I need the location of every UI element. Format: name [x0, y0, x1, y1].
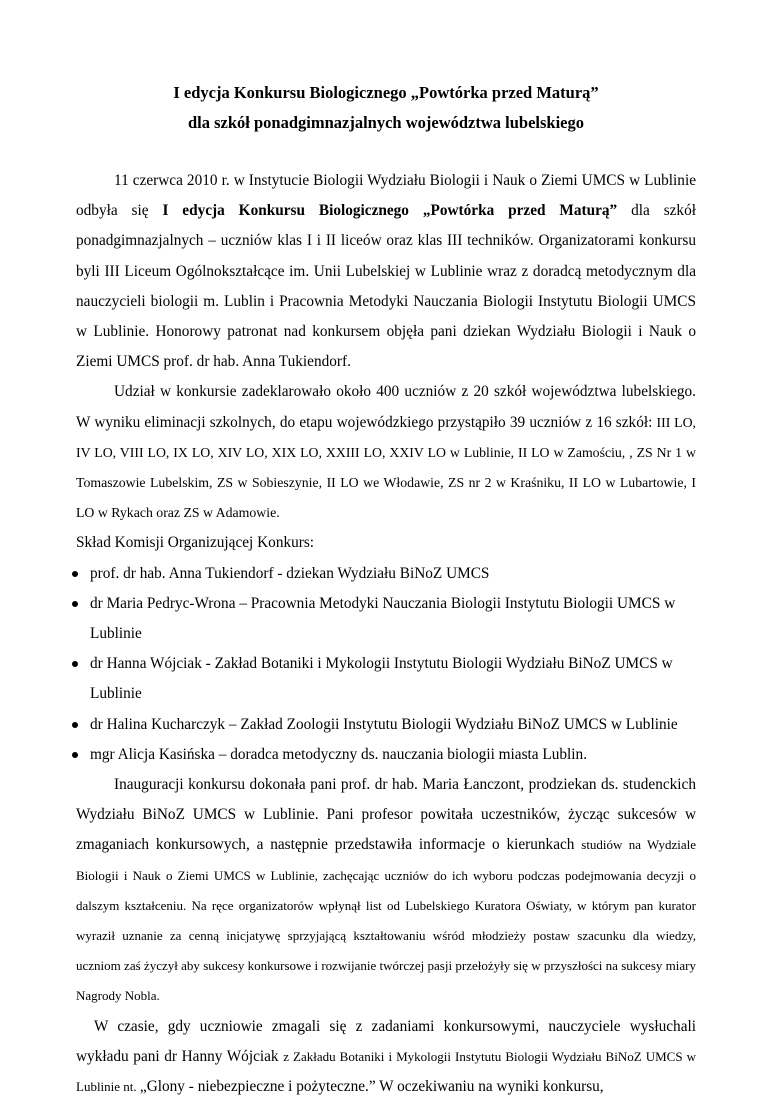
- list-item: [76, 589, 696, 649]
- member-text: dr Hanna Wójciak - Zakład Botaniki i Mykologii Instytutu Biologii Wydziału BiNoZ UMCS w Lublinie: [90, 655, 673, 703]
- paragraph-text: W czasie, gdy uczniowie zmagali się z zadaniami konkursowymi, nauczyciele wysłuchali wykładu pani dr Hanny Wójciak: [76, 1017, 696, 1065]
- paragraph-participation: [76, 377, 696, 528]
- committee-heading: Skład Komisji Organizującej Konkurs:: [76, 534, 315, 552]
- bullet-icon: [72, 601, 78, 607]
- contest-name-bold: I edycja Konkursu Biologicznego „Powtórka przed Maturą”: [162, 202, 618, 220]
- bullet-icon: [72, 722, 78, 728]
- member-text: mgr Alicja Kasińska – doradca metodyczny ds. nauczania biologii miasta Lublin.: [90, 745, 588, 763]
- document-page: [76, 78, 696, 1102]
- paragraph-inauguration: [76, 770, 696, 1012]
- paragraph-text-small: z Zakładu Botaniki i Mykologii Instytutu Biologii Wydziału BiNoZ UMCS w Lublinie nt.: [76, 1048, 696, 1095]
- member-text: prof. dr hab. Anna Tukiendorf - dziekan Wydziału BiNoZ UMCS: [90, 564, 490, 582]
- document-subtitle: dla szkół ponadgimnazjalnych województwa lubelskiego: [187, 113, 585, 132]
- member-text: dr Maria Pedryc-Wrona – Pracownia Metodyki Nauczania Biologii Instytutu Biologii UMCS w Lublinie: [90, 594, 676, 643]
- paragraph-lecture: [76, 1012, 696, 1102]
- paragraph-text: Inauguracji konkursu dokonała pani prof. dr hab. Maria Łanczont, prodziekan ds. studenckich Wydziału BiNoZ UMCS w Lublinie. Pani profesor powitała uczestników, życząc sukcesów w zmaganiach konkursowych, a następnie przedstawiła informacje o kierunkach: [76, 776, 696, 854]
- list-item: [76, 710, 696, 740]
- bullet-icon: [72, 571, 78, 577]
- bullet-icon: [72, 661, 78, 667]
- schools-list: III LO, IV LO, VIII LO, IX LO, XIV LO, XIX LO, XXIII LO, XXIV LO w Lublinie, II LO w Zamościu, , ZS Nr 1 w Tomaszowie Lubelskim, ZS w Sobieszynie, II LO we Włodawie, ZS nr 2 w Kraśniku, II LO w Lubartowie, I LO w Rykach oraz ZS w Adamowie.: [76, 414, 696, 521]
- member-text: dr Halina Kucharczyk – Zakład Zoologii Instytutu Biologii Wydziału BiNoZ UMCS w Lublinie: [90, 715, 678, 733]
- paragraph-text: dla szkół ponadgimnazjalnych – uczniów klas I i II liceów oraz klas III techników. Organizatorami konkursu byli III Liceum Ogólnokształcące im. Unii Lubelskiej w Lublinie wraz z doradcą metodycznym dla nauczycieli biologii m. Lublin i Pracownia Metodyki Nauczania Biologii Instytutu Biologii UMCS w Lublinie. Honorowy patronat nad konkursem objęła pani dziekan Wydziału Biologii i Nauk o Ziemi UMCS prof. dr hab. Anna Tukiendorf.: [76, 202, 696, 371]
- committee-list: [76, 559, 696, 770]
- document-title: I edycja Konkursu Biologicznego „Powtórka przed Maturą”: [173, 83, 599, 102]
- bullet-icon: [72, 752, 78, 758]
- paragraph-intro: [76, 166, 696, 377]
- list-item: [76, 740, 696, 770]
- paragraph-text: „Glony - niebezpieczne i pożyteczne.” W oczekiwaniu na wyniki konkursu,: [139, 1078, 604, 1096]
- list-item: [76, 559, 696, 589]
- paragraph-text: Udział w konkursie zadeklarowało około 400 uczniów z 20 szkół województwa lubelskiego. W wyniku eliminacji szkolnych, do etapu wojewódzkiego przystąpiło 39 uczniów z 16 szkół:: [76, 383, 696, 431]
- paragraph-text-small: studiów na Wydziale Biologii i Nauk o Ziemi UMCS w Lublinie, zachęcając uczniów do ich wyboru podczas podejmowania decyzji o dalszym kształceniu. Na ręce organizatorów wpłynął list od Lubelskiego Kuratora Oświaty, w którym pan kurator wyraził uznanie za cenną inicjatywę sprzyjającą kształtowaniu wśród młodzieży postaw szacunku dla wiedzy, uczniom zaś życzył aby sukcesy konkursowe i rozwijanie twórczej pasji przełożyły się w przyszłości na sukcesy miary Nagrody Nobla.: [76, 837, 696, 1004]
- paragraph-text: 11 czerwca 2010 r. w Instytucie Biologii Wydziału Biologii i Nauk o Ziemi UMCS w Lublinie odbyła się: [76, 172, 696, 220]
- list-item: [76, 649, 696, 709]
